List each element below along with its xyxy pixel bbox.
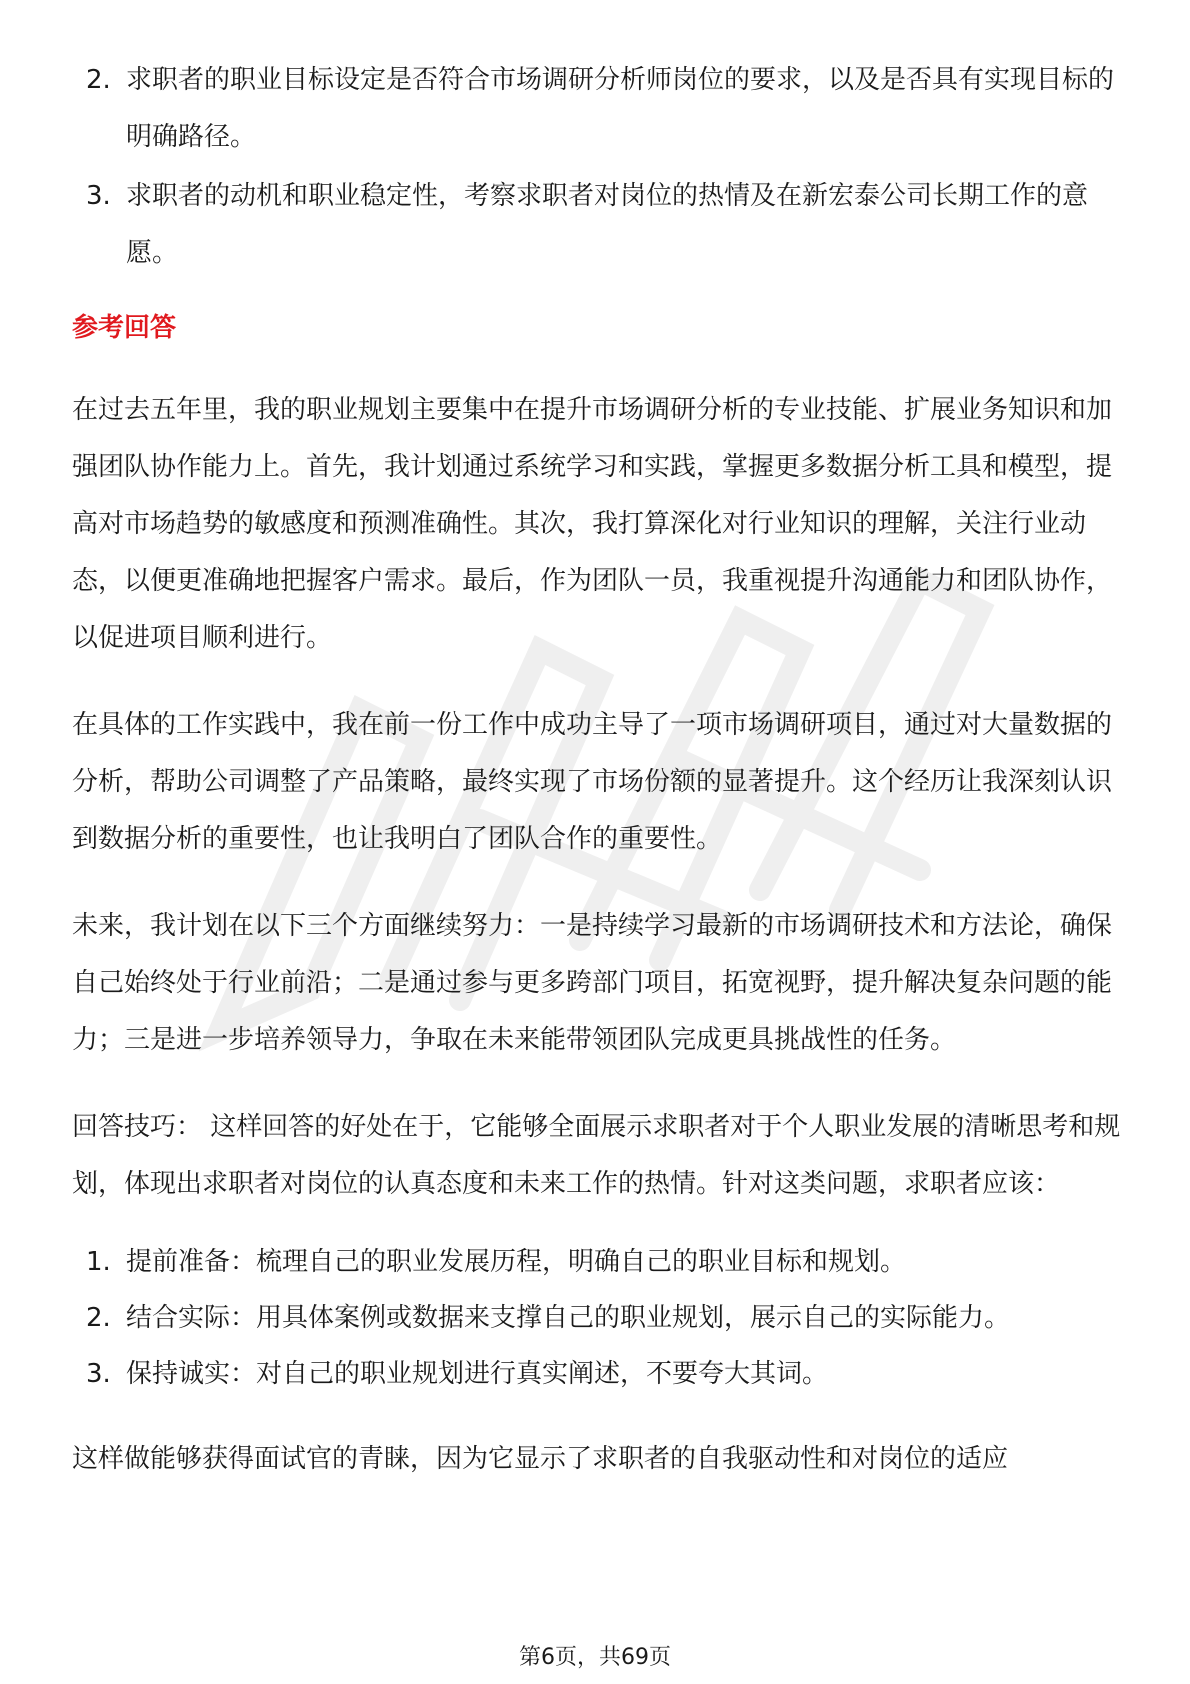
section-heading: 参考回答 (72, 313, 177, 343)
list-item-text: 求职者的动机和职业稳定性，考察求职者对岗位的热情及在新宏泰公司长期工作的意愿。 (126, 181, 1089, 268)
tips-list (72, 1235, 1122, 1401)
criteria-list (72, 52, 1122, 282)
list-item (72, 1235, 1122, 1289)
list-item-text: 结合实际：用具体案例或数据来支撑自己的职业规划，展示自己的实际能力。 (126, 1303, 1011, 1333)
document-page (72, 52, 1122, 1518)
list-number: 1. (86, 1247, 111, 1277)
page-footer: 第6页，共69页 (519, 1645, 671, 1670)
closing-paragraph: 这样做能够获得面试官的青睐，因为它显示了求职者的自我驱动性和对岗位的适应 (72, 1444, 1009, 1474)
list-number: 2. (86, 65, 111, 95)
list-item (72, 1347, 1122, 1401)
list-item (72, 168, 1122, 282)
list-item-text: 提前准备：梳理自己的职业发展历程，明确自己的职业目标和规划。 (126, 1247, 907, 1277)
list-item-text: 保持诚实：对自己的职业规划进行真实阐述，不要夸大其词。 (126, 1359, 829, 1389)
answer-paragraph: 未来，我计划在以下三个方面继续努力：一是持续学习最新的市场调研技术和方法论，确保自己始终处于行业前沿；二是通过参与更多跨部门项目，拓宽视野，提升解决复杂问题的能力；三是进一步培养领导力，争取在未来能带领团队完成更具挑战性的任务。 (72, 911, 1113, 1055)
list-number: 3. (86, 181, 111, 211)
list-number: 2. (86, 1303, 111, 1333)
answer-paragraph: 在具体的工作实践中，我在前一份工作中成功主导了一项市场调研项目，通过对大量数据的分析，帮助公司调整了产品策略，最终实现了市场份额的显著提升。这个经历让我深刻认识到数据分析的重要性，也让我明白了团队合作的重要性。 (72, 710, 1113, 854)
list-item-text: 求职者的职业目标设定是否符合市场调研分析师岗位的要求，以及是否具有实现目标的明确路径。 (126, 65, 1115, 152)
tips-paragraph: 回答技巧： 这样回答的好处在于，它能够全面展示求职者对于个人职业发展的清晰思考和规划，体现出求职者对岗位的认真态度和未来工作的热情。针对这类问题，求职者应该： (72, 1112, 1121, 1199)
list-item (72, 1291, 1122, 1345)
list-item (72, 52, 1122, 166)
answer-paragraph: 在过去五年里，我的职业规划主要集中在提升市场调研分析的专业技能、扩展业务知识和加强团队协作能力上。首先，我计划通过系统学习和实践，掌握更多数据分析工具和模型，提高对市场趋势的敏感度和预测准确性。其次，我打算深化对行业知识的理解，关注行业动态，以便更准确地把握客户需求。最后，作为团队一员，我重视提升沟通能力和团队协作，以促进项目顺利进行。 (72, 395, 1113, 653)
list-number: 3. (86, 1359, 111, 1389)
